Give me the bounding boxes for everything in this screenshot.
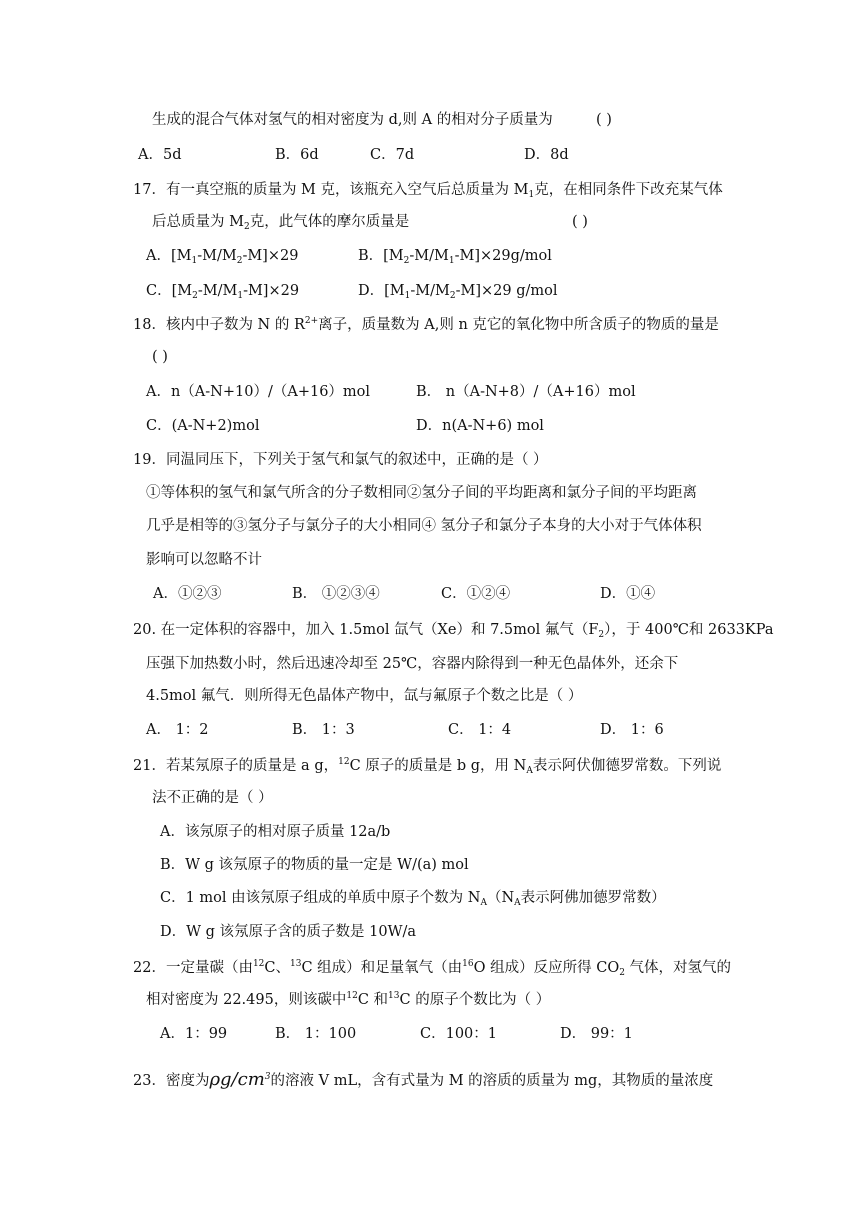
q22-option-a: A．1：99 bbox=[160, 1026, 228, 1042]
q21-stem-line1: 21．若某氖原子的质量是 a g，$^{12}$C 原子的质量是 b g，用 $N_A$表示阿伏伽德罗常数。下列说 bbox=[133, 757, 722, 776]
q18-option-d: D．n(A-N+6) mol bbox=[416, 418, 544, 434]
q17-answer-paren: ( ) bbox=[572, 214, 588, 230]
q20-stem-line1: 20. 在一定体积的容器中，加入 1.5mol 氙气（Xe）和 7.5mol 氟气$(F_2)$，于 400℃和 2633KPa bbox=[133, 622, 774, 640]
q16-option-c: C．7d bbox=[370, 147, 415, 163]
q22-stem-line2: 相对密度为 22.495，则该碳中$^{12}$C 和$^{13}$C 的原子个数比为（ ） bbox=[146, 991, 551, 1008]
q16-continuation: 生成的混合气体对氢气的相对密度为 d,则 A 的相对分子质量为 bbox=[152, 112, 553, 128]
q20-stem-line3: 4.5mol 氟气．则所得无色晶体产物中，氙与氟原子个数之比是（ ） bbox=[146, 688, 583, 704]
q17-stem-line1: 17．有一真空瓶的质量为 M 克，该瓶充入空气后总质量为 $M_1$克，在相同条件下改充某气体 bbox=[133, 182, 723, 200]
q23-stem-line1: 23．密度为$\rho g/cm^3$的溶液 V mL，含有式量为 M 的溶质的质量为 mg，其物质的量浓度 bbox=[133, 1069, 714, 1090]
q18-option-c: C．(A-N+2)mol bbox=[146, 418, 260, 434]
q19-option-a: A．①②③ bbox=[153, 586, 222, 602]
q18-stem-line1: 18．核内中子数为 N 的 $R^{2+}$离子，质量数为 A,则 n 克它的氧化物中所含质子的物质的量是 bbox=[133, 316, 719, 333]
q20-stem-line2: 压强下加热数小时，然后迅速冷却至 25℃，容器内除得到一种无色晶体外，还余下 bbox=[146, 656, 679, 672]
q17-option-c: C．$[M_2-M/M_1-M]\times 29$ bbox=[146, 283, 300, 301]
q18-option-b: B． n（A-N+8）/（A+16）mol bbox=[416, 384, 636, 400]
q22-option-d: D． 99：1 bbox=[560, 1026, 633, 1042]
q18-answer-paren: ( ) bbox=[152, 349, 168, 365]
q21-option-c: C．1 mol 由该氖原子组成的单质中原子个数为 $N_A(N_A$表示阿佛加德罗常数） bbox=[160, 890, 666, 908]
q19-stem-line2: ①等体积的氢气和氯气所含的分子数相同②氢分子间的平均距离和氯分子间的平均距离 bbox=[146, 485, 697, 501]
q21-option-a: A．该氖原子的相对原子质量 12a/b bbox=[160, 824, 391, 840]
q17-option-d: D．$[M_1-M/M_2-M]\times 29$ g/mol bbox=[358, 283, 558, 301]
q22-stem-line1: 22．一定量碳（由$^{12}$C、$^{13}$C 组成）和足量氧气（由$^{16}$O 组成）反应所得 $CO_2$ 气体，对氢气的 bbox=[133, 959, 732, 978]
q16-option-d: D．8d bbox=[524, 147, 569, 163]
q16-answer-paren: ( ) bbox=[596, 112, 612, 128]
q19-stem-line3: 几乎是相等的③氢分子与氯分子的大小相同④ 氢分子和氯分子本身的大小对于气体体积 bbox=[146, 518, 702, 534]
q20-option-b: B． 1：3 bbox=[292, 722, 355, 738]
q18-option-a: A．n（A-N+10）/（A+16）mol bbox=[146, 384, 371, 400]
q20-option-d: D． 1：6 bbox=[600, 722, 664, 738]
q16-option-a: A．5d bbox=[138, 147, 182, 163]
q22-option-b: B． 1：100 bbox=[275, 1026, 357, 1042]
q17-stem-line2: 后总质量为 $M_2$克，此气体的摩尔质量是 bbox=[152, 214, 410, 232]
q19-option-d: D．①④ bbox=[600, 586, 656, 602]
q20-option-c: C． 1：4 bbox=[448, 722, 512, 738]
q17-option-b: B．$[M_2-M/M_1-M]\times 29g$/mol bbox=[358, 248, 552, 266]
q19-stem-line4: 影响可以忽略不计 bbox=[146, 552, 262, 568]
q20-option-a: A． 1：2 bbox=[146, 722, 209, 738]
q22-option-c: C．100：1 bbox=[420, 1026, 497, 1042]
density-formula: $\rho g/cm^3$ bbox=[209, 1069, 271, 1090]
q19-option-b: B． ①②③④ bbox=[292, 586, 380, 602]
q21-option-b: B．W g 该氖原子的物质的量一定是 W/(a) mol bbox=[160, 857, 469, 873]
q17-option-a: A．$[M_1-M/M_2-M]\times 29$ bbox=[146, 248, 299, 266]
q21-stem-line2: 法不正确的是（ ） bbox=[152, 790, 273, 806]
q19-option-c: C．①②④ bbox=[441, 586, 511, 602]
q19-stem-line1: 19．同温同压下，下列关于氢气和氯气的叙述中，正确的是（ ） bbox=[133, 452, 548, 468]
q16-option-b: B．6d bbox=[275, 147, 319, 163]
q21-option-d: D．W g 该氖原子含的质子数是 10W/a bbox=[160, 924, 417, 940]
